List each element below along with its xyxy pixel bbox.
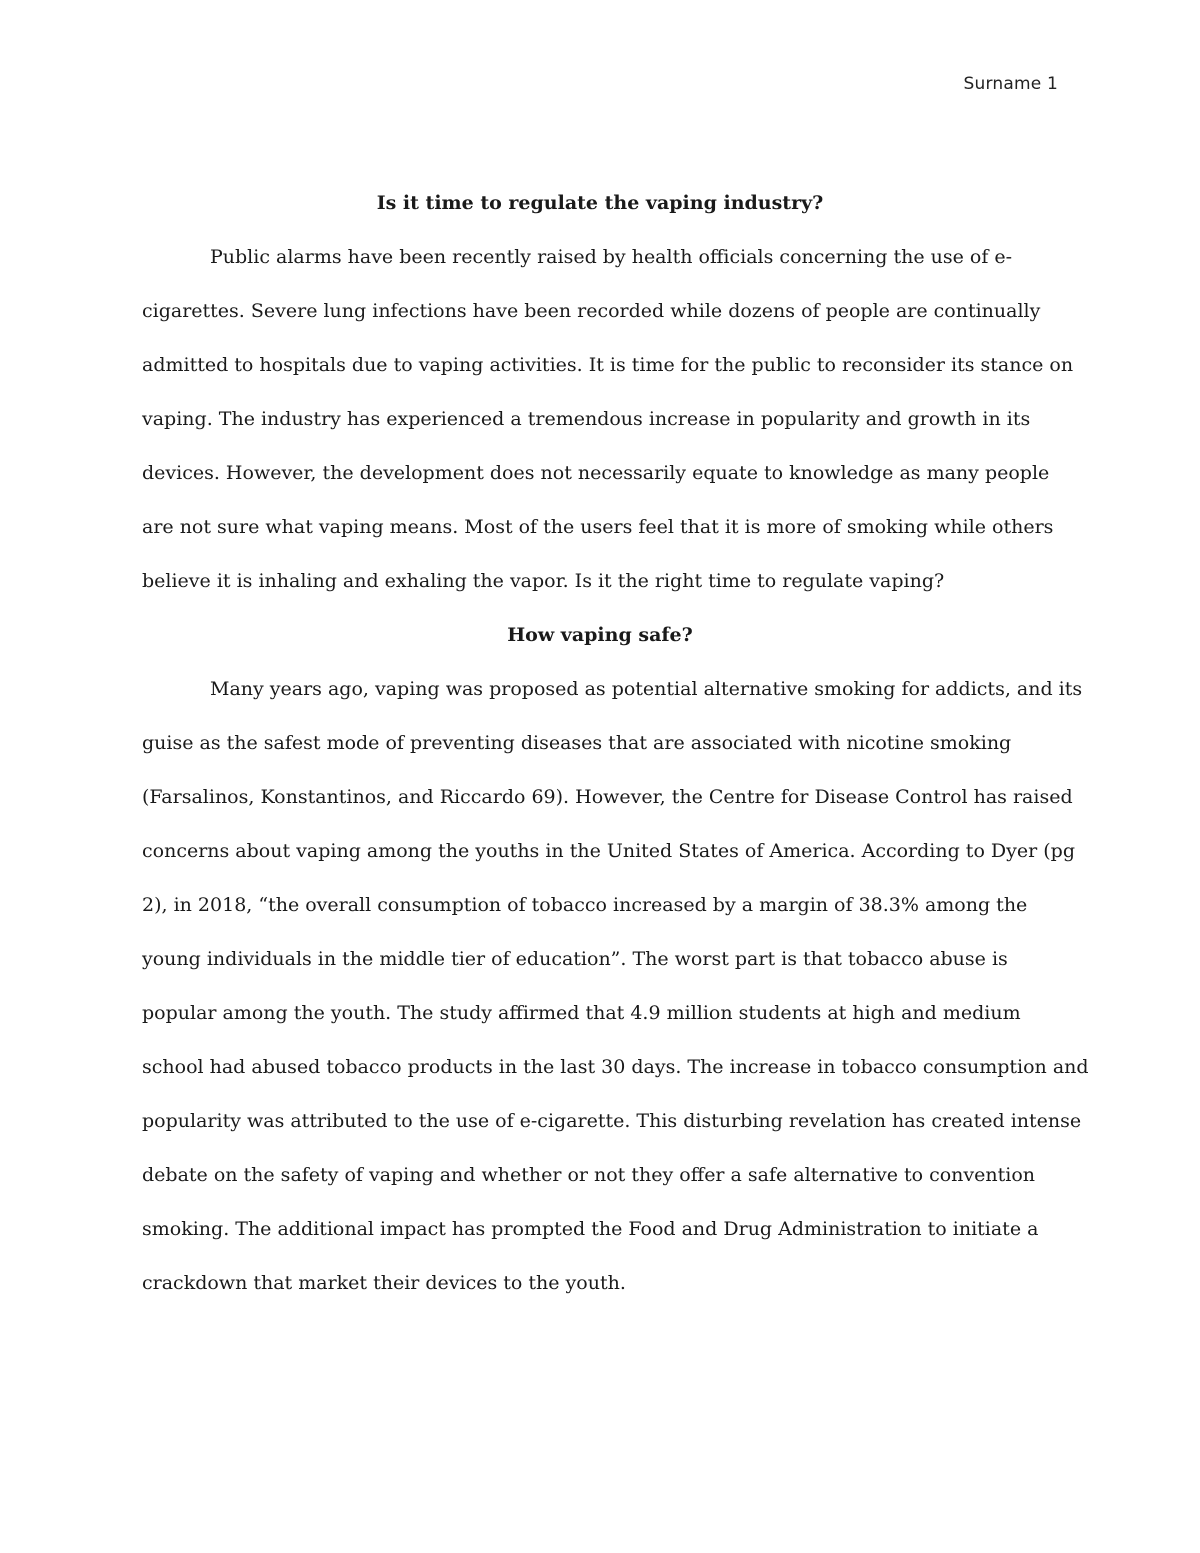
- body-line-9: popularity was attributed to the use of e-cigarette. This disturbing revelation has created intense: [142, 1110, 1082, 1132]
- intro-line-1: Public alarms have been recently raised by health officials concerning the use of e-: [210, 246, 1013, 268]
- section-heading: How vaping safe?: [507, 624, 693, 646]
- body-line-10: debate on the safety of vaping and whether or not they offer a safe alternative to convention: [142, 1164, 1036, 1186]
- body-line-6: young individuals in the middle tier of education”. The worst part is that tobacco abuse is: [142, 948, 1008, 970]
- body-line-11: smoking. The additional impact has prompted the Food and Drug Administration to initiate a: [142, 1218, 1039, 1240]
- intro-line-5: devices. However, the development does not necessarily equate to knowledge as many people: [142, 462, 1050, 484]
- body-line-2: guise as the safest mode of preventing diseases that are associated with nicotine smoking: [142, 732, 1012, 754]
- body-line-7: popular among the youth. The study affirmed that 4.9 million students at high and medium: [142, 1002, 1021, 1024]
- body-paragraph: [142, 662, 1089, 1310]
- intro-line-6: are not sure what vaping means. Most of the users feel that it is more of smoking while others: [142, 516, 1054, 538]
- document-title: Is it time to regulate the vaping industry?: [376, 192, 824, 214]
- intro-line-3: admitted to hospitals due to vaping activities. It is time for the public to reconsider its stance on: [142, 354, 1074, 376]
- intro-line-4: vaping. The industry has experienced a tremendous increase in popularity and growth in its: [142, 408, 1031, 430]
- intro-paragraph: [142, 230, 1074, 608]
- body-line-12: crackdown that market their devices to the youth.: [142, 1272, 626, 1294]
- body-line-1: Many years ago, vaping was proposed as potential alternative smoking for addicts, and its: [210, 678, 1083, 700]
- intro-line-2: cigarettes. Severe lung infections have been recorded while dozens of people are continually: [142, 300, 1041, 322]
- body-line-5: 2), in 2018, “the overall consumption of tobacco increased by a margin of 38.3% among the: [142, 894, 1028, 916]
- body-line-4: concerns about vaping among the youths in the United States of America. According to Dyer (pg: [142, 840, 1075, 862]
- body-line-8: school had abused tobacco products in the last 30 days. The increase in tobacco consumption and: [142, 1056, 1089, 1078]
- running-header: Surname 1: [963, 74, 1058, 94]
- intro-line-7: believe it is inhaling and exhaling the vapor. Is it the right time to regulate vaping?: [142, 570, 945, 592]
- document-body: [142, 176, 1089, 1310]
- body-line-3: (Farsalinos, Konstantinos, and Riccardo 69). However, the Centre for Disease Control has raised: [142, 786, 1073, 808]
